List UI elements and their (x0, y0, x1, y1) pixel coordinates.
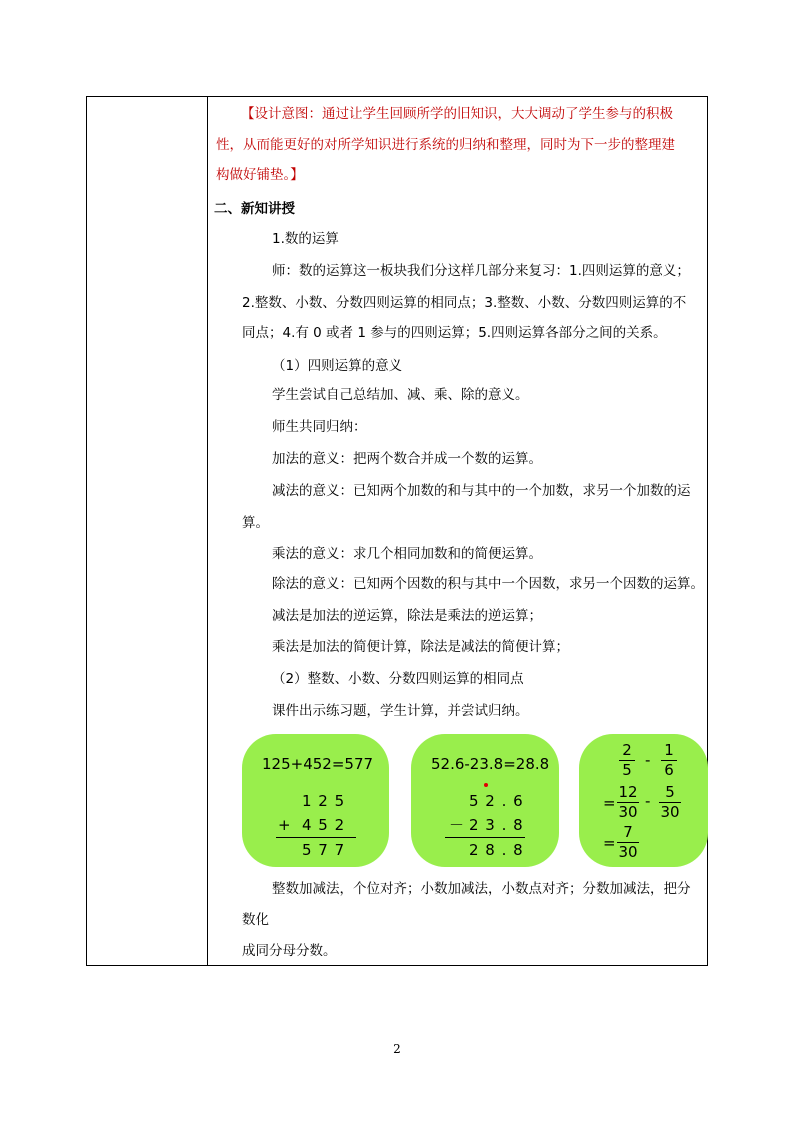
subheading: （1）四则运算的意义 (272, 358, 403, 374)
fraction-subtraction-card (579, 734, 708, 867)
fraction-numerator: 7 (623, 823, 633, 841)
design-intent-line1: 【设计意图：通过让学生回顾所学的旧知识，大大调动了学生参与的积极 (241, 106, 673, 122)
fraction-numerator: 2 (622, 741, 632, 759)
fraction-numerator: 12 (618, 783, 638, 801)
fraction-numerator: 1 (664, 741, 674, 759)
fraction-a (619, 742, 635, 779)
page-number: 2 (393, 1042, 401, 1056)
card-operator: + (278, 816, 291, 834)
fraction-denominator: 30 (618, 843, 638, 861)
body-paragraph: 数化 (242, 912, 269, 928)
fraction-d (659, 784, 681, 821)
card-top-number: 5 2 . 6 (469, 792, 524, 810)
card-operator: － (449, 816, 465, 834)
body-paragraph: 算。 (242, 515, 269, 531)
fraction-numerator: 5 (665, 783, 675, 801)
fraction-denominator: 30 (618, 803, 638, 821)
equals-sign: = (603, 794, 616, 812)
card-equation: 52.6-23.8=28.8 (431, 755, 550, 773)
fraction-denominator: 30 (660, 803, 680, 821)
card-result: 5 7 7 (302, 841, 346, 859)
body-paragraph: 乘法的意义：求几个相同加数和的简便运算。 (272, 546, 542, 562)
integer-addition-card (242, 734, 389, 867)
body-paragraph: 师：数的运算这一板块我们分这样几部分来复习：1.四则运算的意义； (272, 263, 690, 279)
fraction-result (617, 824, 639, 861)
body-paragraph: 课件出示练习题，学生计算，并尝试归纳。 (272, 703, 529, 719)
body-paragraph: 1.数的运算 (272, 231, 339, 247)
body-paragraph: 乘法是加法的简便计算，除法是减法的简便计算； (272, 639, 569, 655)
fraction-denominator: 5 (622, 761, 632, 779)
design-intent-line2: 性，从而能更好的对所学知识进行系统的归纳和整理，同时为下一步的整理建 (216, 137, 675, 153)
body-paragraph: 师生共同归纳： (272, 419, 367, 435)
body-paragraph: 加法的意义：把两个数合并成一个数的运算。 (272, 451, 542, 467)
table-column-divider (207, 96, 208, 966)
card-sum-line (276, 837, 356, 838)
card-second-number: 4 5 2 (302, 816, 346, 834)
design-intent-line3: 构做好铺垫。】 (216, 167, 304, 183)
minus-sign: - (645, 792, 651, 810)
card-second-number: 2 3 . 8 (469, 816, 524, 834)
card-result: 2 8 . 8 (469, 841, 524, 859)
fraction-denominator: 6 (664, 761, 674, 779)
body-paragraph: 同点；4.有 0 或者 1 参与的四则运算；5.四则运算各部分之间的关系。 (242, 325, 667, 341)
card-top-number: 1 2 5 (302, 792, 346, 810)
body-paragraph: 减法是加法的逆运算，除法是乘法的逆运算； (272, 608, 542, 624)
body-paragraph: 2.整数、小数、分数四则运算的相同点；3.整数、小数、分数四则运算的不 (242, 295, 687, 311)
card-equation: 125+452=577 (262, 755, 374, 773)
fraction-b (661, 742, 677, 779)
body-paragraph: 学生尝试自己总结加、减、乘、除的意义。 (272, 387, 529, 403)
body-paragraph: 整数加减法，个位对齐；小数加减法，小数点对齐；分数加减法，把分 (272, 881, 691, 897)
body-paragraph: 减法的意义：已知两个加数的和与其中的一个加数，求另一个加数的运 (272, 483, 691, 499)
equals-sign: = (603, 834, 616, 852)
body-paragraph: 除法的意义：已知两个因数的积与其中一个因数，求另一个因数的运算。 (272, 576, 704, 592)
section-title: 二、新知讲授 (214, 201, 295, 217)
card-difference-line (445, 837, 525, 838)
fraction-c (617, 784, 639, 821)
decimal-subtraction-card (411, 734, 559, 867)
borrow-dot-icon (484, 783, 488, 787)
body-paragraph: 成同分母分数。 (242, 943, 337, 959)
subheading: （2）整数、小数、分数四则运算的相同点 (272, 671, 524, 687)
minus-sign: - (645, 751, 651, 769)
